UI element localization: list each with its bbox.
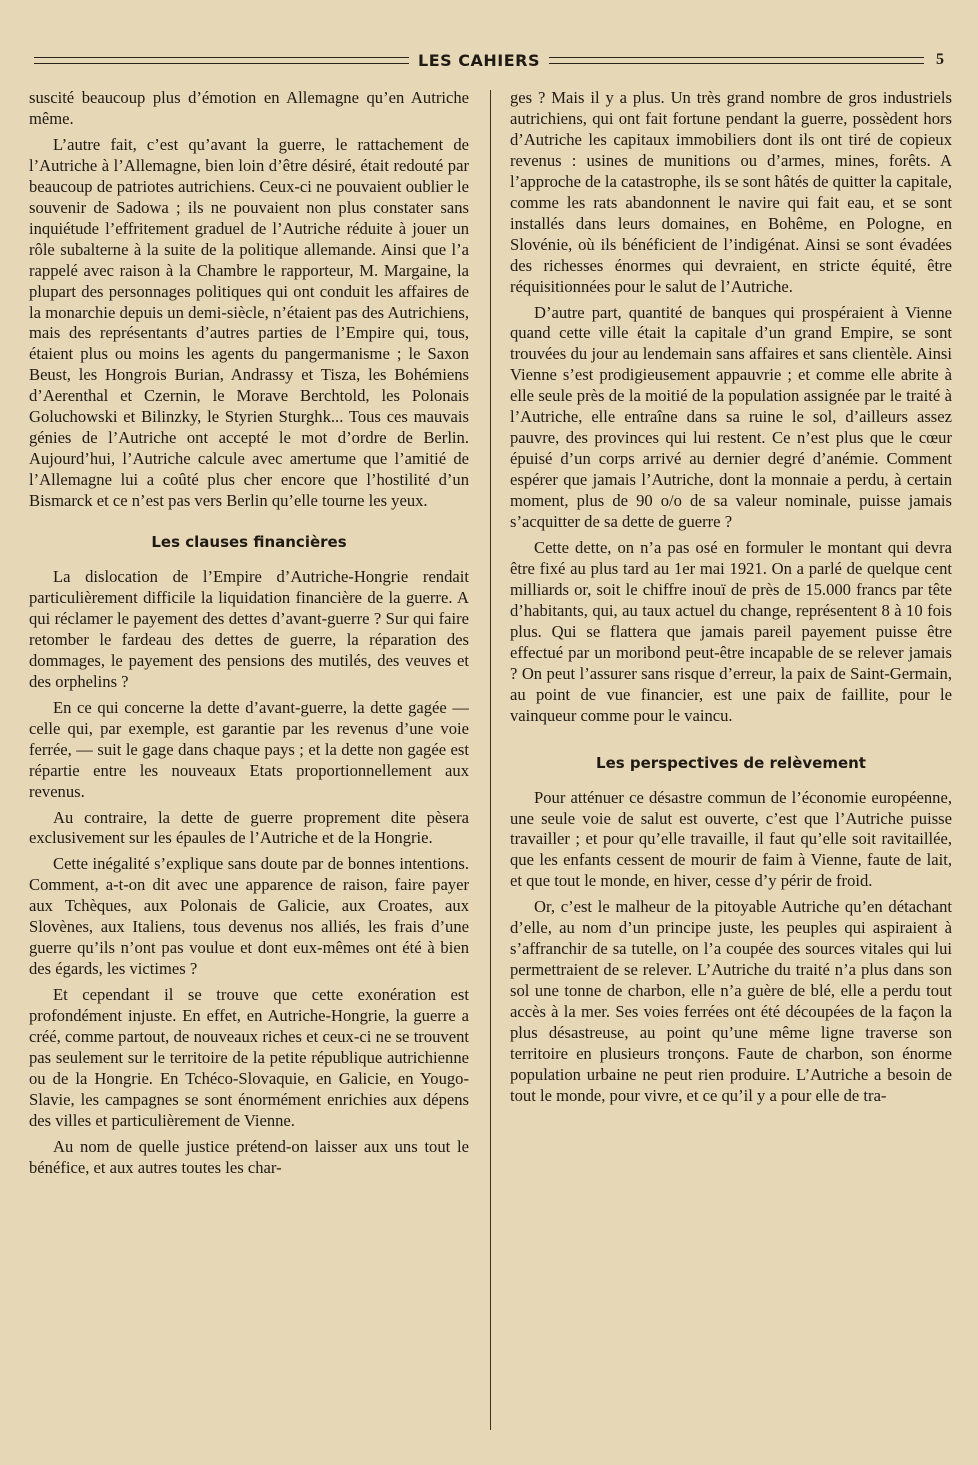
running-header xyxy=(34,46,944,74)
paragraph: L’autre fait, c’est qu’avant la guerre, le rattachement de l’Autriche à l’Allemagne, bien loin d’être désiré, était redouté par beaucoup de patriotes autrichiens. Ceux-ci ne pouvaient oublier le souvenir de Sadowa ; ils ne pouvaient non plus constater sans inquiétude l’effritement graduel de l’Autriche réduite à jouer un rôle subalterne à la suite de la politique allemande. Ainsi que l’a rappelé avec raison à la Chambre le rapporteur, M. Margaine, la plupart des personnages politiques qui ont conduit les affaires de la monarchie depuis un demi-siècle, n’étaient pas des Autrichiens, mais des représentants d’autres parties de l’Empire qui, tous, étaient plus ou moins les agents du pangermanisme ; le Saxon Beust, les Hongrois Burian, Andrassy et Tisza, les Bohémiens d’Aerenthal et Czernin, le Morave Berchtold, les Polonais Goluchowski et Bilinzky, le Styrien Sturghk... Tous ces mauvais génies de l’Autriche ont accepté le mot d’ordre de Berlin. Aujourd’hui, l’Autriche calcule avec amertume que l’amitié de l’Allemagne lui a coûté plus cher encore que l’hostilité d’un Bismarck et ce n’est pas vers Berlin qu’elle tourne les yeux. xyxy=(29,134,469,511)
paragraph: suscité beaucoup plus d’émotion en Allemagne qu’en Autriche même. xyxy=(29,88,469,128)
paragraph: Et cependant il se trouve que cette exonération est profondément injuste. En effet, en Autriche-Hongrie, la guerre a créé, comme partout, de nouveaux riches et ceux-ci ne se trouvent pas seulement sur le territoire de la petite république autrichienne ou de la Hongrie. En Tchéco-Slovaquie, en Galicie, en Yougo-Slavie, les campagnes se sont énormément enrichies aux dépens des villes et particulièrement de Vienne. xyxy=(29,985,469,1130)
paragraph: ges ? Mais il y a plus. Un très grand nombre de gros industriels autrichiens, qui ont fait fortune pendant la guerre, possèdent hors d’Autriche les capitaux immobiliers dont ils ont tiré de copieux revenus : usines de munitions ou d’armes, mines, forêts. A l’approche de la catastrophe, ils se sont hâtés de quitter la capitale, comme les rats abandonnent le navire qui fait eau, et se sont installés dans leurs domaines, en Bohême, en Pologne, en Slovénie, où ils bénéficient de l’indigénat. Ainsi se sont évadées des richesses énormes qui devraient, en stricte équité, être réquisitionnées pour le salut de l’Autriche. xyxy=(510,88,952,296)
section-heading: Les perspectives de relèvement xyxy=(596,753,866,772)
section-heading: Les clauses financières xyxy=(151,533,347,552)
left-column xyxy=(29,88,469,1428)
paragraph: La dislocation de l’Empire d’Autriche-Hongrie rendait particulièrement difficile la liquidation financière de la guerre. A qui réclamer le payement des dettes d’avant-guerre ? Sur qui faire retomber le fardeau des dettes de guerre, la réparation des dommages, le payement des pensions des mutilés, des veuves et des orphelins ? xyxy=(29,567,469,691)
paragraph: Cette inégalité s’explique sans doute par de bonnes intentions. Comment, a-t-on dit avec une apparence de raison, faire payer aux Tchèques, aux Polonais de Galicie, aux Croates, aux Slovènes, aux Italiens, tous devenus nos alliés, les frais d’une guerre qu’ils n’ont pas voulue et dont eux-mêmes ont été à bien des égards, les victimes ? xyxy=(29,854,469,979)
paragraph: D’autre part, quantité de banques qui prospéraient à Vienne quand cette ville était la capitale d’un grand Empire, se sont trouvées du jour au lendemain sans affaires et sans clientèle. Ainsi Vienne s’est prodigieusement appauvrie ; et comme elle abrite à elle seule près de la moitié de la population assignée par le traité à l’Autriche, elle entraîne dans sa ruine le sol, d’ailleurs assez pauvre, des provinces qui lui restent. Ce n’est plus que le cœur épuisé d’un corps arrivé au dernier degré d’anémie. Comment espérer que jamais l’Autriche, dont la monnaie a perdu, à certain moment, plus de 90 o/o de sa valeur nominale, puisse jamais s’acquitter de sa dette de guerre ? xyxy=(510,302,952,532)
right-column xyxy=(510,88,952,1428)
paragraph: Or, c’est le malheur de la pitoyable Autriche qu’en détachant d’elle, au nom d’un principe juste, les peuples qui aspiraient à s’affranchir de sa tutelle, on l’a coupée des sources vitales qui lui permettraient de se relever. L’Autriche du traité n’a plus dans son sol une tonne de charbon, elle n’a guère de blé, elle a perdu tout accès à la mer. Ses voies ferrées ont été découpées de la façon la plus désastreuse, au point qu’une même ligne traverse son territoire en plusieurs tronçons. Faute de charbon, son énorme population urbaine ne peut rien produire. L’Autriche a besoin de tout le monde, pour vivre, et ce qu’il y a pour elle de tra- xyxy=(510,897,952,1105)
journal-title: LES CAHIERS xyxy=(418,50,540,70)
paragraph: Cette dette, on n’a pas osé en formuler le montant qui devra être fixé au plus tard au 1er mai 1921. On a parlé de quelque cent milliards or, soit le chiffre inouï de près de 15.000 francs par tête d’habitants, qui, au taux actuel du change, représentent 8 à 10 fois plus. Qui se flattera que jamais pareil payement puisse être effectué par un moribond peut-être incapable de se relever jamais ? On peut l’assurer sans risque d’erreur, la paix de Saint-Germain, au point de vue financier, est une paix de faillite, pour le vainqueur comme pour le vaincu. xyxy=(510,538,952,725)
paragraph: En ce qui concerne la dette d’avant-guerre, la dette gagée — celle qui, par exemple, est garantie par les revenus d’une voie ferrée, — suit le gage dans chaque pays ; et la dette non gagée est répartie entre les nouveaux Etats proportionnellement aux revenus. xyxy=(29,697,469,801)
page-number: 5 xyxy=(936,51,944,68)
paragraph: Au nom de quelle justice prétend-on laisser aux uns tout le bénéfice, et aux autres toutes les char- xyxy=(29,1136,469,1177)
header-rule-left xyxy=(34,57,409,64)
paragraph: Au contraire, la dette de guerre proprement dite pèsera exclusivement sur les épaules de l’Autriche et de la Hongrie. xyxy=(29,807,469,848)
paragraph: Pour atténuer ce désastre commun de l’économie européenne, une seule voie de salut est ouverte, c’est que l’Autriche puisse travailler ; et pour qu’elle travaille, il faut qu’elle soit ravitaillée, que les enfants cessent de mourir de faim à Vienne, faute de lait, et que tout le monde, en hiver, cesse d’y périr de froid. xyxy=(510,787,952,891)
column-divider xyxy=(490,90,491,1430)
header-rule-right xyxy=(549,57,924,64)
